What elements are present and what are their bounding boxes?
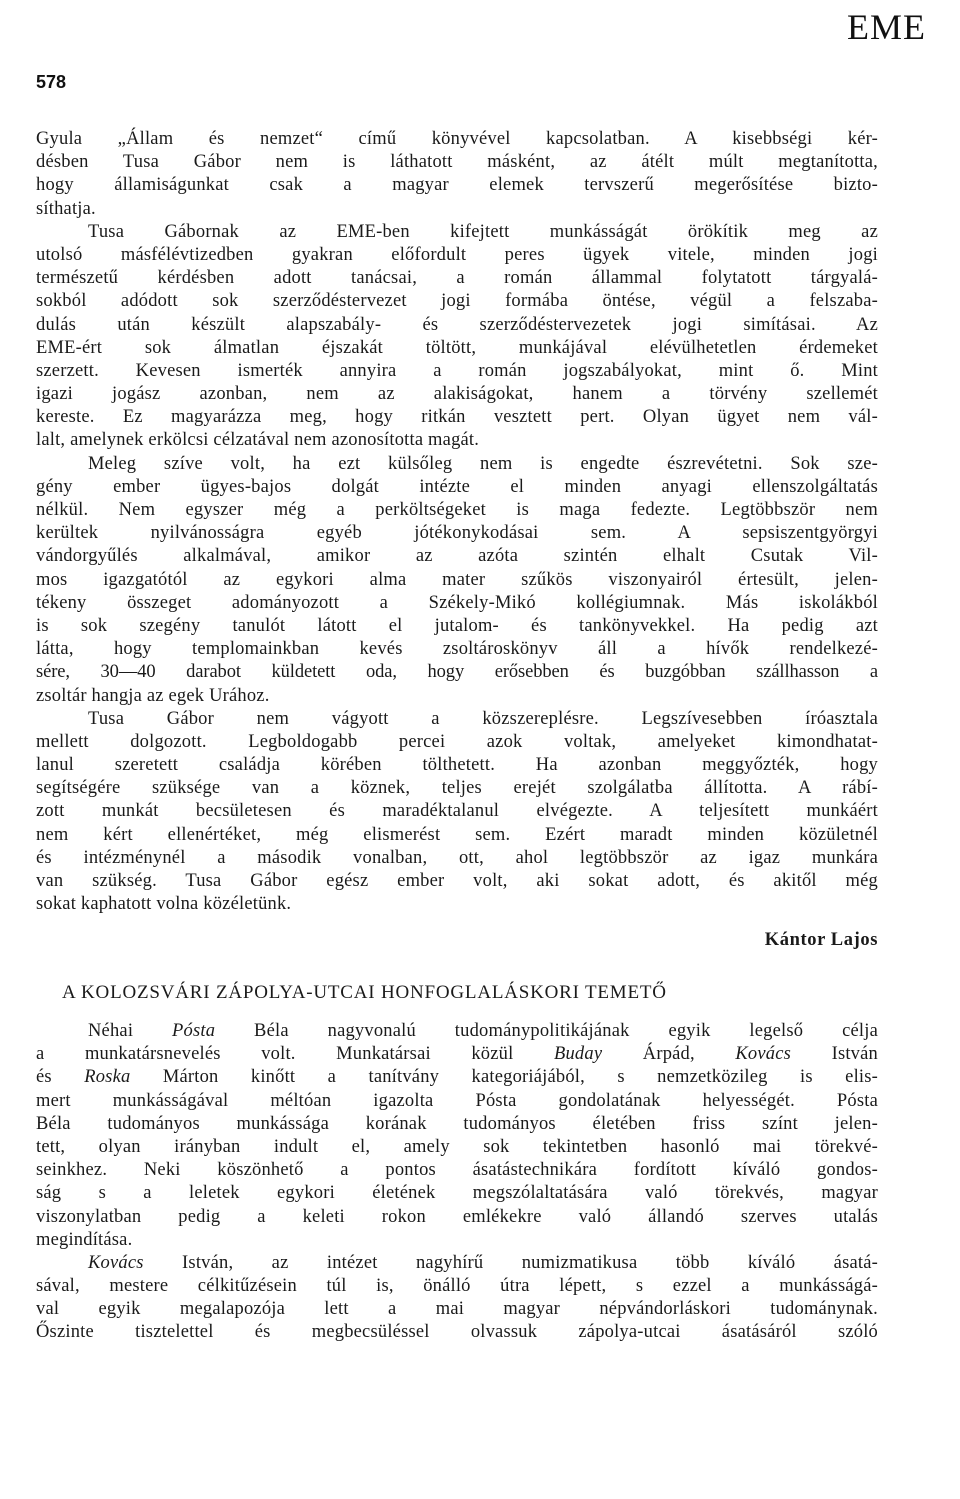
text-line: vándorgyűlés alkalmával, amikor az azóta szintén elhalt Csutak Vil- [36, 546, 878, 567]
page-number: 578 [36, 72, 67, 92]
text-line [36, 1321, 878, 1344]
text-line: síthatja. [36, 198, 96, 219]
text-line [36, 1159, 878, 1182]
text-line: désben Tusa Gábor nem is láthatott másként, az átélt múlt megtanította, [36, 152, 878, 173]
text-line: Tusa Gábor nem vágyott a közszereplésre. Legszívesebben íróasztala [88, 708, 878, 729]
page-header [0, 0, 960, 120]
text-line [36, 1298, 878, 1321]
text-line [36, 1043, 878, 1066]
text-span: Márton kinőtt a tanítvány kategoriájából, s nemzetközileg is elis- [130, 1067, 879, 1088]
text-span: megindítása. [36, 1229, 133, 1250]
text-line: természetű kérdésben adott tanácsai, a román állammal folytatott tárgyalá- [36, 268, 878, 289]
text-line [36, 1206, 878, 1229]
section-title: A KOLOZSVÁRI ZÁPOLYA-UTCAI HONFOGLALÁSKORI TEMETŐ [62, 982, 667, 1003]
text-line: lanul szeretett családja körében tölthetett. Ha azonban meggyőzték, hogy [36, 755, 878, 776]
text-line: sokból adódott sok szerződéstervezet jogi formába öntése, végül a felszaba- [36, 291, 878, 312]
text-line: van szükség. Tusa Gábor egész ember volt, aki sokat adott, és akitől még [36, 871, 878, 891]
text-line [36, 1066, 878, 1089]
text-line: igazi jogász azonban, nem az alakiságokat, hanem a törvény szellemét [36, 384, 878, 405]
text-span: ság s a leletek egykori életének megszólaltatására való törekvés, magyar [36, 1183, 878, 1204]
text-span: sával, mestere célkitűzésein túl is, önálló útra lépett, s ezzel a munkásságá- [36, 1276, 878, 1297]
text-line: nem kért ellenértéket, még elismerést sem. Ezért maradt minden közületnél [36, 824, 878, 845]
text-line: sokat kaphatott volna közéletünk. [36, 894, 292, 915]
text-line: hogy államiságunkat csak a magyar elemek tervszerű megerősítése bizto- [36, 175, 878, 196]
text-span: val egyik megalapozója lett a mai magyar népvándorláskori tudománynak. [36, 1299, 878, 1320]
text-span: Béla tudományos munkássága korának tudományos életében friss színt jelen- [36, 1113, 878, 1134]
article-tusa-gabor-text [36, 128, 878, 916]
author-signature: Kántor Lajos [764, 930, 878, 950]
text-line: gény ember ügyes-bajos dolgát intézte el minden anyagi ellenszolgáltatás [36, 476, 878, 497]
text-line: segítségére szüksége van a köznek, teljes erejét szolgálatba állította. A rábí- [36, 778, 878, 799]
text-span: Őszinte tisztelettel és megbecsüléssel olvassuk zápolya-utcai ásatásáról szóló [36, 1322, 878, 1343]
text-line: tékeny összeget adományozott a Székely-Mikó kollégiumnak. Más iskolákból [36, 592, 878, 613]
text-line: nélkül. Nem egyszer még a perköltségeket is maga fedezte. Legtöbbször nem [36, 500, 878, 520]
text-span: tett, olyan irányban indult el, amely sok tekintetben hasonló mai törekvé- [36, 1136, 878, 1157]
text-line: Gyula „Állam és nemzet“ című könyvével kapcsolatban. A kisebbségi kér- [36, 129, 878, 149]
text-span: a munkatársnevelés volt. Munkatársai közül [36, 1044, 554, 1065]
text-line [36, 1113, 878, 1136]
text-line: mos igazgatótól az egykori alma mater szűkös viszonyairól értesült, jelen- [36, 569, 878, 590]
text-line: mellett dolgozott. Legboldogabb percei azok voltak, amelyeket kimondhatat- [36, 731, 878, 752]
text-line: is sok szegény tanulót látott el jutalom- és tankönyvekkel. Ha pedig azt [36, 615, 878, 636]
text-line: Tusa Gábornak az EME-ben kifejtett munkásságát örökítik meg az [88, 221, 878, 242]
text-span: seinkhez. Neki köszönhető a pontos ásatástechnikára fordított kíváló gondos- [36, 1160, 878, 1181]
italic-name: Pósta [172, 1021, 216, 1041]
text-line [36, 1275, 878, 1298]
italic-name: Kovács [88, 1252, 144, 1273]
text-line [36, 1182, 878, 1205]
text-line: dulás után készült alapszabály- és szerződéstervezetek jogi simításai. Az [36, 314, 878, 335]
italic-name: Kovács [735, 1044, 792, 1065]
text-span: mert munkásságával méltóan igazolta Pósta gondolatának helyességét. Pósta [36, 1090, 878, 1111]
text-line [36, 1136, 878, 1159]
text-line: lalt, amelynek erkölcsi célzatával nem azonosította magát. [36, 430, 480, 451]
text-line [36, 1020, 878, 1043]
text-span: és [36, 1067, 85, 1088]
running-head: EME [847, 7, 926, 47]
text-line: sére, 30—40 darabot küldetett oda, hogy erősebben és buzgóbban szállhasson a [36, 662, 878, 683]
text-line: kerültek nyilvánosságra egyéb jótékonykodásai sem. A sepsiszentgyörgyi [36, 523, 878, 544]
article-zapolya-text [36, 1020, 878, 1345]
italic-name: Buday [553, 1044, 603, 1065]
text-span: Árpád, [602, 1044, 736, 1065]
text-span: Béla nagyvonalú tudománypolitikájának egyik legelső célja [215, 1021, 878, 1041]
text-line: utolsó másfélévtizedben gyakran előfordult peres ügyek vitele, minden jogi [36, 244, 878, 265]
text-span: Néhai [88, 1021, 173, 1041]
text-line [36, 1252, 878, 1275]
text-line: zott munkát becsületesen és maradéktalanul elvégezte. A teljesített munkáért [36, 801, 878, 822]
text-line: szerzett. Kevesen ismerték annyira a román jogszabályokat, mint ő. Mint [36, 360, 878, 381]
text-span: István [791, 1044, 878, 1065]
text-line: és intézménynél a második vonalban, ott, ahol legtöbbször az igaz munkára [36, 847, 878, 868]
text-line: Meleg szíve volt, ha ezt külsőleg nem is engedte észrevétetni. Sok sze- [88, 453, 878, 474]
text-line: kereste. Ez magyarázza meg, hogy ritkán vesztett pert. Olyan ügyet nem vál- [36, 407, 878, 428]
text-span: István, az intézet nagyhírű numizmatikusa több kíváló ásatá- [143, 1252, 878, 1273]
text-line: látta, hogy templomainkban kevés zsoltároskönyv áll a hívők rendelkezé- [36, 639, 878, 660]
text-line [36, 1229, 878, 1252]
text-span: viszonylatban pedig a keleti rokon emlékekre való állandó szerves utalás [36, 1206, 878, 1227]
italic-name: Roska [84, 1067, 131, 1088]
text-line: EME-ért sok álmatlan éjszakát töltött, munkájával elévülhetetlen érdemeket [36, 337, 878, 358]
text-line [36, 1090, 878, 1113]
text-line: zsoltár hangja az egek Urához. [36, 685, 270, 706]
